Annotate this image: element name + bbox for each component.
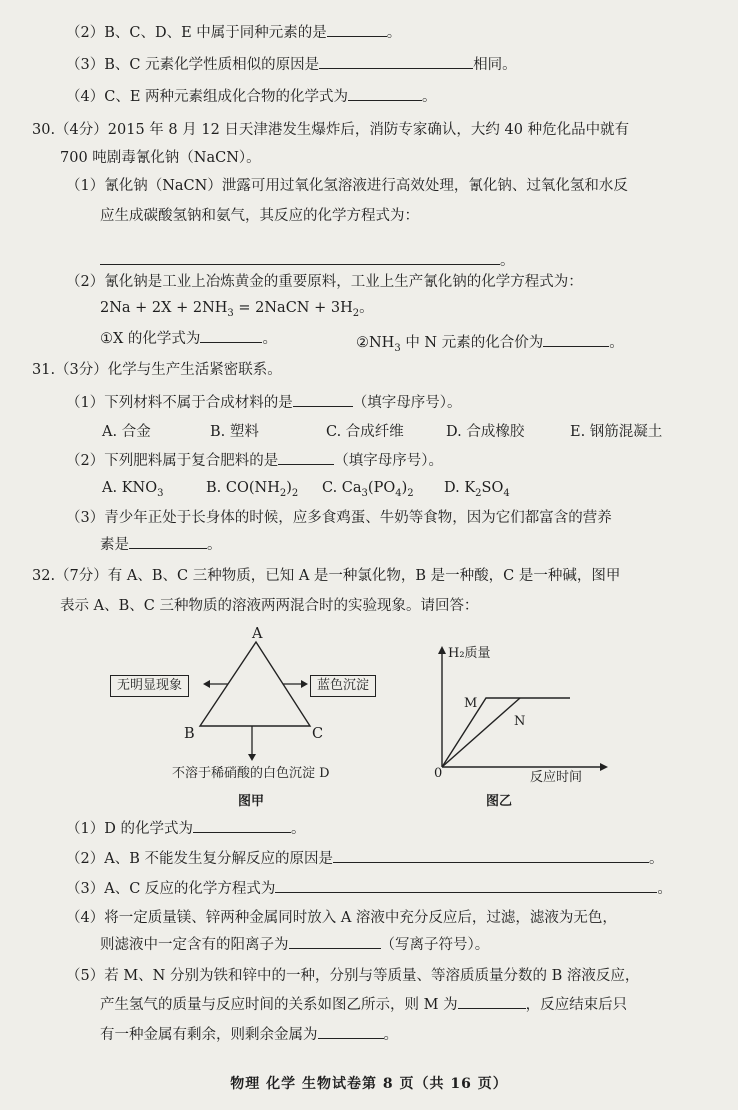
q31-option-b: B. 塑料: [210, 424, 259, 440]
q30-stem-line1: 30.（4分）2015 年 8 月 12 日天津港发生爆炸后，消防专家确认，大约 40 种危化品中就有: [32, 122, 630, 138]
answer-blank[interactable]: [348, 86, 422, 101]
answer-blank[interactable]: [289, 934, 381, 949]
answer-blank[interactable]: [319, 54, 473, 69]
q31-option-d: D. 合成橡胶: [446, 424, 525, 440]
arrowhead-left: [203, 680, 210, 688]
answer-blank[interactable]: [543, 332, 609, 347]
q30-equation-answer: 。: [100, 250, 515, 271]
q30-part2-line1: （2）氰化钠是工业上冶炼黄金的重要原料，工业上生产氰化钠的化学方程式为：: [66, 274, 583, 290]
q29-part2: （2）B、C、D、E 中属于同种元素的是 。: [66, 22, 401, 43]
q31-fertilizer-c: C. $Ca_3(PO_4)_2$: [322, 480, 414, 499]
curve-n: [442, 698, 520, 767]
answer-blank[interactable]: [193, 818, 291, 833]
q30-equation: $2Na + 2X + 2NH_3$ = 2NaCN + $3H_2$。: [100, 300, 374, 319]
q30-part2-valence: $②NH_3$ 中 N 元素的化合价为 。: [356, 332, 624, 359]
label-m: M: [464, 696, 478, 711]
answer-blank[interactable]: [458, 994, 526, 1009]
curve-m: [442, 698, 570, 767]
q31-option-e: E. 钢筋混凝土: [570, 424, 663, 440]
answer-blank[interactable]: [278, 450, 334, 465]
arrowhead-right: [301, 680, 308, 688]
label-n: N: [514, 714, 526, 729]
q32-part5-line3: 有一种金属有剩余，则剩余金属为 。: [100, 1024, 398, 1045]
arrowhead-down: [248, 754, 256, 761]
q31-part3-line1: （3）青少年正处于长身体的时候，应多食鸡蛋、牛奶等食物，因为它们都富含的营养: [66, 510, 612, 526]
vertex-c: C: [312, 726, 324, 742]
q31-part1: （1）下列材料不属于合成材料的是 （填字母序号）。: [66, 392, 461, 413]
q31-part2: （2）下列肥料属于复合肥料的是 （填字母序号）。: [66, 450, 443, 471]
q31-option-a: A. 合金: [102, 424, 151, 440]
q30-stem-line2: 700 吨剧毒氰化钠（NaCN）。: [60, 150, 261, 166]
answer-blank[interactable]: [333, 848, 649, 863]
q30-part2-x: ①X 的化学式为 。: [100, 328, 277, 349]
q32-stem-line1: 32.（7分）有 A、B、C 三种物质，已知 A 是一种氯化物，B 是一种酸，C 是一种碱，图甲: [32, 568, 621, 584]
answer-blank[interactable]: [275, 878, 657, 893]
q32-part3: （3）A、C 反应的化学方程式为 。: [66, 878, 672, 899]
caption-yi: 图乙: [486, 794, 513, 809]
page-footer: 物理 化学 生物试卷第 8 页（共 16 页）: [230, 1076, 508, 1092]
q32-part1: （1）D 的化学式为 。: [66, 818, 305, 839]
answer-blank[interactable]: [327, 22, 387, 37]
x-axis-arrow: [600, 763, 608, 771]
q32-stem-line2: 表示 A、B、C 三种物质的溶液两两混合时的实验现象。请回答：: [60, 598, 479, 614]
answer-blank[interactable]: [100, 250, 500, 265]
box-no-phenomenon: 无明显现象: [110, 675, 189, 697]
q31-option-c: C. 合成纤维: [326, 424, 404, 440]
q32-part5-line1: （5）若 M、N 分别为铁和锌中的一种，分别与等质量、等溶质质量分数的 B 溶液反应，: [66, 968, 640, 984]
q31-stem: 31.（3分）化学与生产生活紧密联系。: [32, 362, 282, 378]
q30-part1-line2: 应生成碳酸氢钠和氨气，其反应的化学方程式为：: [100, 208, 419, 224]
answer-blank[interactable]: [200, 328, 262, 343]
answer-blank[interactable]: [318, 1024, 384, 1039]
answer-blank[interactable]: [293, 392, 353, 407]
box-blue-precipitate: 蓝色沉淀: [310, 675, 376, 697]
vertex-a: A: [252, 626, 263, 642]
q31-fertilizer-b: B. $CO(NH_2)_2$: [206, 480, 299, 499]
q31-part3-line2: 素是 。: [100, 534, 222, 555]
origin-label: 0: [434, 766, 443, 781]
q32-part4-line2: 则滤液中一定含有的阳离子为 （写离子符号）。: [100, 934, 489, 955]
q29-part3: （3）B、C 元素化学性质相似的原因是 相同。: [66, 54, 517, 75]
y-axis-arrow: [438, 646, 446, 654]
q32-part2: （2）A、B 不能发生复分解反应的原因是 。: [66, 848, 663, 869]
answer-blank[interactable]: [129, 534, 207, 549]
q31-fertilizer-d: D. $K_2SO_4$: [444, 480, 510, 499]
q32-part5-line2: 产生氢气的质量与反应时间的关系如图乙所示，则 M 为 ，反应结束后只: [100, 994, 627, 1015]
q31-fertilizer-a: A. $KNO_3$: [102, 480, 164, 499]
vertex-b: B: [184, 726, 195, 742]
q30-part1-line1: （1）氰化钠（NaCN）泄露可用过氧化氢溶液进行高效处理，氰化钠、过氧化氢和水反: [66, 178, 628, 194]
figure-jia: [100, 620, 380, 820]
bottom-label-white-precipitate: 不溶于稀硝酸的白色沉淀 D: [172, 766, 330, 781]
q29-part4: （4）C、E 两种元素组成化合物的化学式为 。: [66, 86, 437, 107]
caption-jia: 图甲: [238, 794, 265, 809]
q32-part4-line1: （4）将一定质量镁、锌两种金属同时放入 A 溶液中充分反应后，过滤，滤液为无色，: [66, 910, 617, 926]
x-axis-label: 反应时间: [530, 770, 583, 785]
y-axis-label: H₂质量: [448, 646, 491, 661]
